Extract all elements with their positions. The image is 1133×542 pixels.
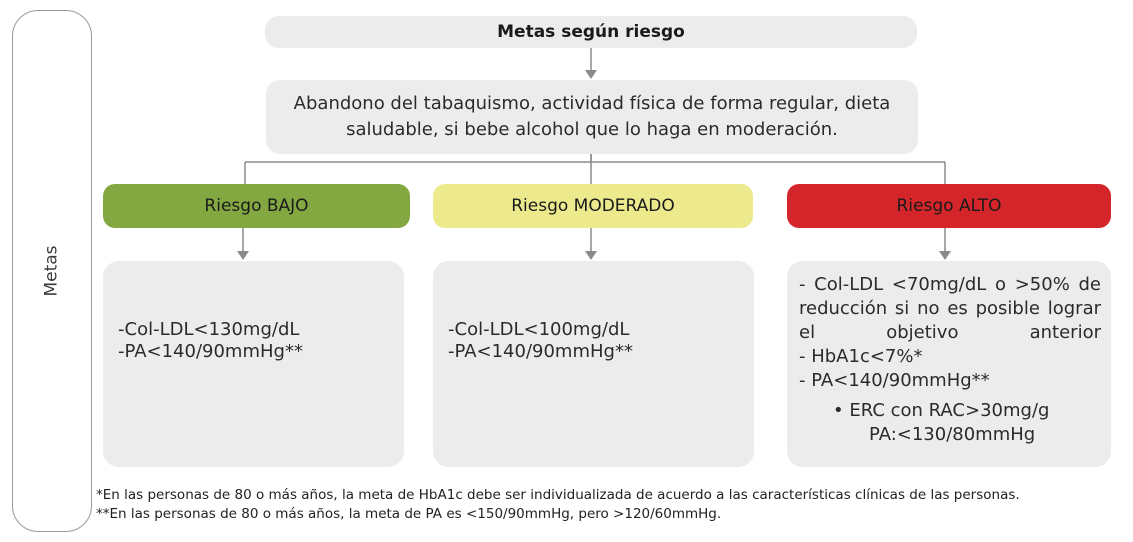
goal-pa-high: - PA<140/90mmHg**: [799, 370, 990, 391]
goal-ldl-low: -Col-LDL<130mg/dL: [118, 319, 300, 340]
goal-ldl-high: - Col-LDL <70mg/dL o >50% de reducción si no es posible lograr el objetivo anterior: [799, 274, 1101, 343]
goal-erc-line2: PA:<130/80mmHg: [869, 424, 1036, 445]
footnote-hba1c: *En las personas de 80 o más años, la meta de HbA1c debe ser individualizada de acuerdo a las características clínicas de las personas.: [96, 487, 1020, 503]
risk-moderate-goals-box: [433, 261, 754, 467]
goal-ldl-moderate: -Col-LDL<100mg/dL: [448, 319, 630, 340]
risk-high-goals-box: [787, 261, 1111, 467]
goal-erc-line1: ERC con RAC>30mg/g: [849, 400, 1050, 421]
base-recommendation-text: Abandono del tabaquismo, actividad física de forma regular, dieta saludable, si bebe alcohol que lo haga en moderación.: [293, 93, 891, 140]
risk-low-header: [103, 184, 410, 228]
goal-pa-low: -PA<140/90mmHg**: [118, 341, 303, 362]
arrow-head-mod: [585, 251, 597, 260]
risk-high-label: Riesgo ALTO: [896, 196, 1002, 216]
risk-moderate-label: Riesgo MODERADO: [511, 196, 675, 216]
title-box: [265, 16, 917, 48]
risk-low-label: Riesgo BAJO: [204, 196, 309, 216]
bullet-dot-icon: •: [833, 400, 850, 421]
goal-erc-bullet: [799, 399, 1101, 423]
arrow-head-low: [237, 251, 249, 260]
arrow-head-high: [939, 251, 951, 260]
diagram-title: Metas según riesgo: [497, 22, 685, 42]
goal-hba1c-high: - HbA1c<7%*: [799, 346, 923, 367]
goal-pa-moderate: -PA<140/90mmHg**: [448, 341, 633, 362]
base-recommendation-box: [266, 80, 918, 154]
risk-moderate-header: [433, 184, 753, 228]
risk-high-header: [787, 184, 1111, 228]
footnote-pa: **En las personas de 80 o más años, la meta de PA es <150/90mmHg, pero >120/60mmHg.: [96, 506, 722, 522]
arrow-head-base: [585, 70, 597, 79]
metas-side-label-text: Metas: [41, 245, 62, 297]
risk-low-goals-box: [103, 261, 404, 467]
